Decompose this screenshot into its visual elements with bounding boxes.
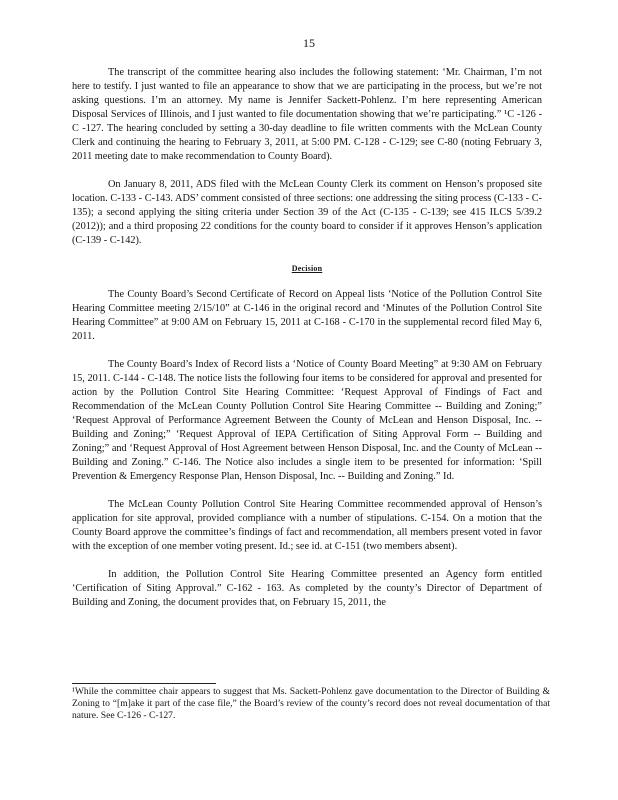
body-text <box>72 66 542 624</box>
paragraph-transcript-statement: The transcript of the committee hearing also includes the following statement: ‘Mr. Chairman, I’m not here to testify. I just wanted to file an appearance to show that we are participating in the process, but we’re not asking questions. I’m an attorney. My name is Jennifer Sackett-Pohlenz. I’m here representing American Disposal Services of Illinois, and I just wanted to file documentation showing that we’re participating.” ¹C -126 - C -127. The hearing concluded by setting a 30-day deadline to file written comments with the McLean County Clerk and continuing the hearing to February 3, 2011, at 5:00 PM. C-128 - C-129; see C-80 (noting February 3, 2011 meeting date to make recommendation to County Board). <box>72 67 542 162</box>
footnote-divider <box>72 683 216 684</box>
paragraph-index-of-record: The County Board’s Index of Record lists a ‘Notice of County Board Meeting” at 9:30 AM on February 15, 2011. C-144 - C-148. The notice lists the following four items to be considered for approval and presented for action by the Pollution Control Site Hearing Committee: ‘Request Approval of Findings of Fact and Recommendation of the McLean County Pollution Control Site Hearing Committee -- Building and Zoning;” ‘Request Approval of Performance Agreement Between the County of McLean and Henson Disposal, Inc. -- Building and Zoning;” ‘Request Approval of IEPA Certification of Siting Approval Form -- Building and Zoning;” and ‘Request Approval of Host Agreement between Henson Disposal, Inc. and the County of McLean -- Building and Zoning.” C-146. The Notice also includes a single item to be presented for information: ‘Spill Prevention & Emergency Response Plan, Henson Disposal, Inc. -- Building and Zoning.” Id. <box>72 359 542 482</box>
footnote: ¹While the committee chair appears to suggest that Ms. Sackett-Pohlenz gave documentation to the Director of Building & Zoning to “[m]ake it part of the case file,” the Board’s review of the county’s record does not reveal documentation of that nature. See C-126 - C-127. <box>72 686 550 721</box>
paragraph-certification-form: In addition, the Pollution Control Site Hearing Committee presented an Agency form entitled ‘Certification of Siting Approval.” C-162 - 163. As completed by the county’s Director of Department of Building and Zoning, the document provides that, on February 15, 2011, the <box>72 569 542 608</box>
paragraph-certificate-of-record: The County Board’s Second Certificate of Record on Appeal lists ‘Notice of the Pollution Control Site Hearing Committee meeting 2/15/10” at C-146 in the original record and ‘Minutes of the Pollution Control Site Hearing Committee” at 9:00 AM on February 15, 2011 at C-168 - C-170 in the supplemental record filed May 6, 2011. <box>72 289 542 342</box>
paragraph-ads-comment: On January 8, 2011, ADS filed with the McLean County Clerk its comment on Henson’s proposed site location. C-133 - C-143. ADS’ comment consisted of three sections: one addressing the siting process (C-133 - C-135); a second applying the siting criteria under Section 39 of the Act (C-135 - C-139; see 415 ILCS 5/39.2 (2012)); and a third proposing 22 conditions for the county board to consider if it approves Henson’s application (C-139 - C-142). <box>72 179 542 246</box>
page-number: 15 <box>303 36 315 50</box>
paragraph-committee-recommendation: The McLean County Pollution Control Site Hearing Committee recommended approval of Henson’s application for site approval, provided compliance with a number of stipulations. C-154. On a motion that the County Board approve the committee’s findings of fact and recommendation, all members present voted in favor with the exception of one member voting present. Id.; see id. at C-151 (two members absent). <box>72 499 542 552</box>
section-heading-decision: Decision <box>291 264 323 273</box>
